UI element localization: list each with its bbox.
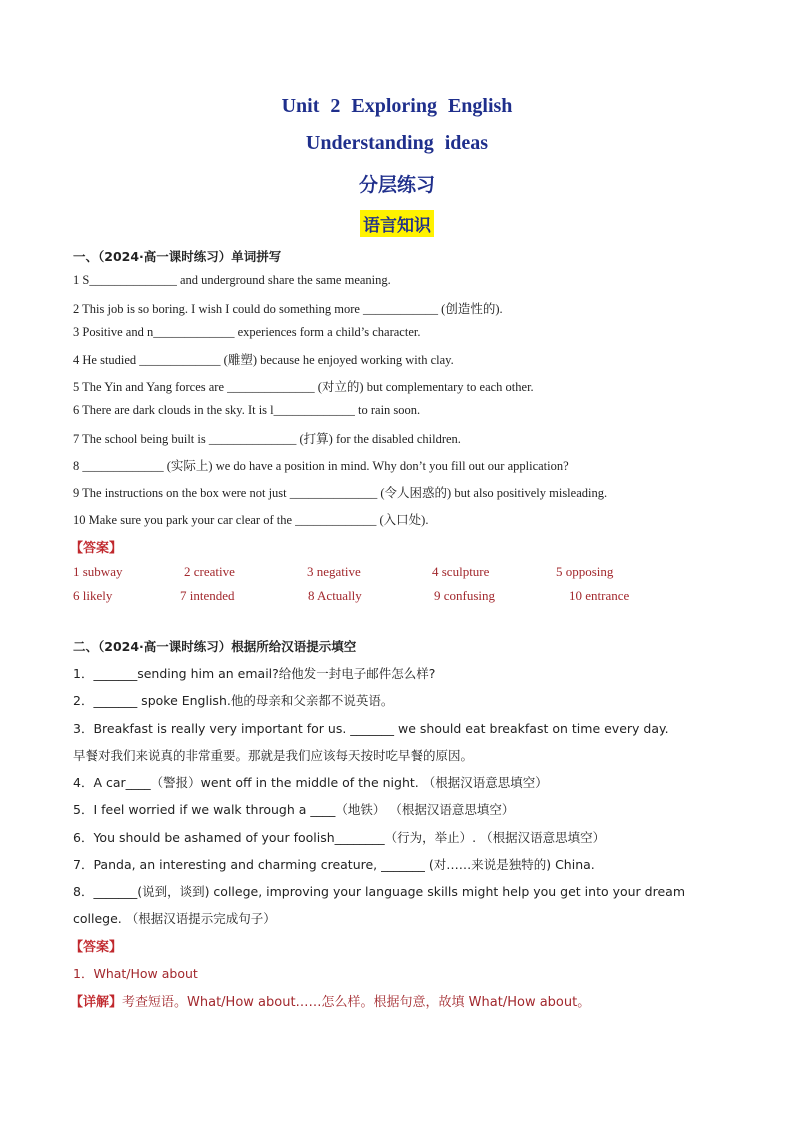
unit-title: Unit 2 Exploring English <box>281 95 513 117</box>
answer-item: 2 creative <box>184 564 235 579</box>
question-line: 4．A car____（警报）went off in the middle of the night. （根据汉语意思填空） <box>73 775 548 790</box>
answer-item: 5 opposing <box>556 564 614 579</box>
detail-text: 考查短语。What/How about……怎么样。根据句意，故填 What/How about。 <box>122 995 591 1010</box>
answer-item: 10 entrance <box>569 588 630 603</box>
answer-item: 7 intended <box>180 588 235 603</box>
question-line: 8．_______(说到，谈到) college, improving your language skills might help you get into your dream <box>73 884 685 899</box>
question-line: 6．You should be ashamed of your foolish________（行为，举止）. （根据汉语意思填空） <box>73 830 606 845</box>
section2-heading: 二、（2024·高一课时练习）根据所给汉语提示填空 <box>73 639 357 654</box>
question-line: 4 He studied _____________ (雕塑) because he enjoyed working with clay. <box>73 353 454 367</box>
question-line: 6 There are dark clouds in the sky. It is l_____________ to rain soon. <box>73 403 421 417</box>
question-line: 2．_______ spoke English.他的母亲和父亲都不说英语。 <box>73 693 394 708</box>
question-line: 3 Positive and n_____________ experiences form a child’s character. <box>73 325 421 339</box>
question-line: 2 This job is so boring. I wish I could do something more ____________ (创造性的). <box>73 302 503 316</box>
question-line: 1．_______sending him an email?给他发一封电子邮件怎么样? <box>73 666 436 681</box>
language-knowledge-badge: 语言知识 <box>360 210 434 237</box>
question-line: 10 Make sure you park your car clear of the _____________ (入口处). <box>73 513 429 527</box>
practice-title: 分层练习 <box>358 174 435 196</box>
answer-item: 8 Actually <box>308 588 362 603</box>
question-line: college. （根据汉语提示完成句子） <box>73 911 276 926</box>
answer-item: 1．What/How about <box>73 966 198 981</box>
detail-tag: 【详解】 <box>70 995 123 1010</box>
question-line: 7．Panda, an interesting and charming creature, _______ (对……来说是独特的) China. <box>73 857 595 872</box>
question-line: 8 _____________ (实际上) we do have a position in mind. Why don’t you fill out our application? <box>73 459 569 473</box>
lesson-subtitle: Understanding ideas <box>305 132 489 154</box>
answer-item: 4 sculpture <box>432 564 490 579</box>
question-line: 早餐对我们来说真的非常重要。那就是我们应该每天按时吃早餐的原因。 <box>73 748 474 763</box>
question-line: 3．Breakfast is really very important for us. _______ we should eat breakfast on time every day. <box>73 721 669 736</box>
answer-item: 3 negative <box>307 564 361 579</box>
section1-heading: 一、（2024·高一课时练习）单词拼写 <box>73 249 282 264</box>
question-line: 1 S______________ and underground share the same meaning. <box>73 273 391 287</box>
question-line: 5．I feel worried if we walk through a ____（地铁） （根据汉语意思填空） <box>73 802 515 817</box>
answer-heading: 【答案】 <box>70 940 123 955</box>
answer-heading: 【答案】 <box>70 541 123 556</box>
answer-item: 9 confusing <box>434 588 496 603</box>
question-line: 5 The Yin and Yang forces are ______________ (对立的) but complementary to each other. <box>73 380 534 394</box>
answer-item: 6 likely <box>73 588 113 603</box>
detail-explanation <box>70 991 590 1010</box>
badge-wrap <box>0 210 794 237</box>
answer-item: 1 subway <box>73 564 123 579</box>
question-line: 9 The instructions on the box were not just ______________ (令人困惑的) but also positively misleading. <box>73 486 608 500</box>
question-line: 7 The school being built is ______________ (打算) for the disabled children. <box>73 432 461 446</box>
